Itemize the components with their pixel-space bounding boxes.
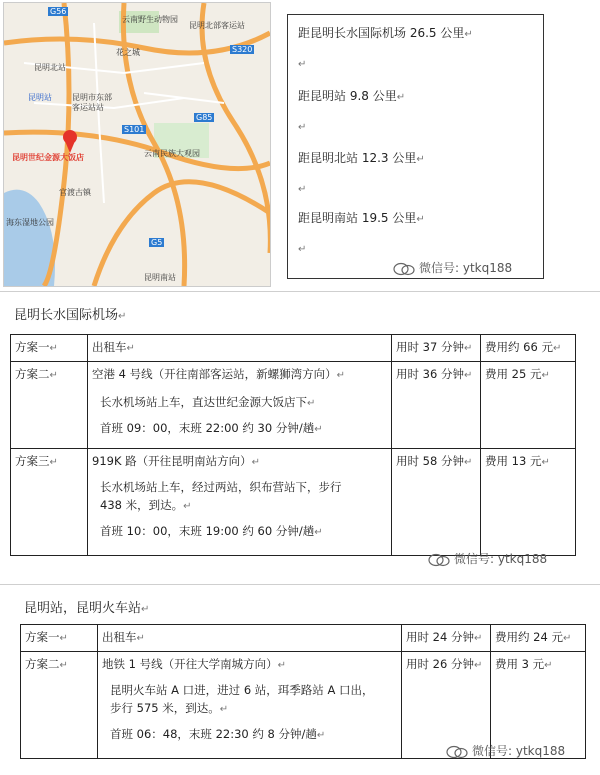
time-cell: 用时 58 分钟↵	[392, 449, 481, 556]
location-map[interactable]	[3, 2, 271, 287]
plan-detail-cell: 出租车↵	[98, 625, 402, 652]
time-cell: 用时 36 分钟↵	[392, 362, 481, 449]
wechat-icon	[428, 553, 450, 567]
airport-section-title: 昆明长水国际机场↵	[14, 308, 127, 323]
divider	[0, 584, 600, 585]
hotel-label: 昆明世纪金源大饭店	[12, 153, 84, 162]
map-label: 云南民族大观园	[144, 149, 200, 158]
map-label: 昆明站	[28, 93, 52, 102]
map-label: 昆明市东部	[72, 93, 112, 102]
map-label: 昆明南站	[144, 273, 176, 282]
plan-cell: 方案二↵	[21, 652, 98, 759]
wechat-watermark: 微信号: ytkq188	[446, 742, 565, 759]
wechat-icon	[393, 262, 415, 276]
plan-detail-cell: 空港 4 号线（开往南部客运站，新螺狮湾方向）↵ 长水机场站上车，直达世纪金源大饭店下↵ 首班 09：00，末班 22:00 约 30 分钟/趟↵	[88, 362, 392, 449]
plan-cell: 方案一↵	[11, 335, 88, 362]
map-label: 云南野生动物园	[122, 15, 178, 24]
table-row	[11, 449, 576, 556]
map-label: 昆明北部客运站	[189, 21, 245, 30]
map-label: 昆明北站	[34, 63, 66, 72]
wechat-icon	[446, 745, 468, 759]
station-plan-table	[20, 624, 586, 759]
blank-line: ↵	[298, 59, 307, 70]
station-section-title: 昆明站，昆明火车站↵	[24, 601, 150, 616]
blank-line: ↵	[298, 122, 307, 133]
cost-cell: 费用 3 元↵	[491, 652, 586, 759]
map-label: 海东湿地公园	[6, 218, 54, 227]
road-sign: S320	[232, 45, 253, 54]
distance-info-box	[287, 14, 544, 279]
plan-detail-cell: 出租车↵	[88, 335, 392, 362]
plan-detail-cell: 地铁 1 号线（开往大学南城方向）↵ 昆明火车站 A 口进，进过 6 站，珥季路站 A 口出， 步行 575 米，到达。↵ 首班 06：48，末班 22:30 约 8 分钟/趟↵	[98, 652, 402, 759]
plan-cell: 方案三↵	[11, 449, 88, 556]
time-cell: 用时 26 分钟↵	[402, 652, 491, 759]
road-sign: G85	[196, 113, 213, 122]
cost-cell: 费用约 24 元↵	[491, 625, 586, 652]
distance-north-station: 距昆明北站 12.3 公里↵	[298, 151, 425, 165]
plan-detail-cell: 919K 路（开往昆明南站方向）↵ 长水机场站上车，经过两站，织布营站下，步行 438 米，到达。↵ 首班 10：00，末班 19:00 约 60 分钟/趟↵	[88, 449, 392, 556]
table-row	[11, 335, 576, 362]
blank-line: ↵	[298, 244, 307, 255]
map-label: 花之城	[116, 48, 140, 57]
dianchi-lake	[4, 190, 55, 286]
cost-cell: 费用 13 元↵	[481, 449, 576, 556]
table-row	[11, 362, 576, 449]
road-sign: S101	[124, 125, 145, 134]
time-cell: 用时 37 分钟↵	[392, 335, 481, 362]
table-row	[21, 625, 586, 652]
plan-cell: 方案二↵	[11, 362, 88, 449]
plan-cell: 方案一↵	[21, 625, 98, 652]
cost-cell: 费用 25 元↵	[481, 362, 576, 449]
wechat-watermark: 微信号: ytkq188	[428, 550, 547, 567]
road-sign: G5	[151, 238, 163, 247]
map-label: 客运站站	[72, 103, 104, 112]
distance-station: 距昆明站 9.8 公里↵	[298, 89, 406, 103]
airport-plan-table	[10, 334, 576, 556]
cost-cell: 费用约 66 元↵	[481, 335, 576, 362]
blank-line: ↵	[298, 184, 307, 195]
divider	[0, 291, 600, 292]
distance-airport: 距昆明长水国际机场 26.5 公里↵	[298, 26, 473, 40]
road-sign: G56	[50, 7, 67, 16]
map-label: 官渡古镇	[59, 188, 91, 197]
time-cell: 用时 24 分钟↵	[402, 625, 491, 652]
wechat-watermark: 微信号: ytkq188	[393, 259, 512, 276]
distance-south-station: 距昆明南站 19.5 公里↵	[298, 211, 425, 225]
